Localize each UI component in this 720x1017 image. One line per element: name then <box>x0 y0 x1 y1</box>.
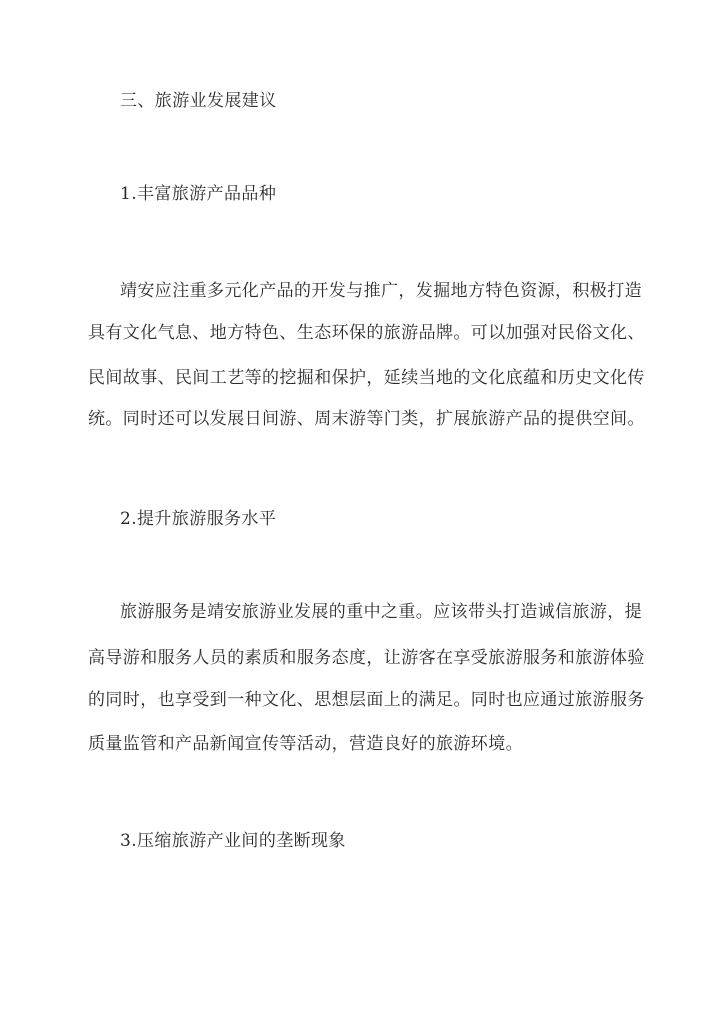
paragraph-1-line-4: 统。同时还可以发展日间游、周末游等门类，扩展旅游产品的提供空间。 <box>88 409 645 429</box>
paragraph-1-line-1: 靖安应注重多元化产品的开发与推广，发掘地方特色资源，积极打造 <box>120 281 642 301</box>
paragraph-2-line-1: 旅游服务是靖安旅游业发展的重中之重。应该带头打造诚信旅游，提 <box>120 602 642 622</box>
paragraph-2-line-4: 质量监管和产品新闻宣传等活动，营造良好的旅游环境。 <box>88 734 523 754</box>
item-heading-3: 3.压缩旅游产业间的垄断现象 <box>120 831 346 851</box>
paragraph-1-line-2: 具有文化气息、地方特色、生态环保的旅游品牌。可以加强对民俗文化、 <box>88 323 645 343</box>
paragraph-2-line-3: 的同时，也享受到一种文化、思想层面上的满足。同时也应通过旅游服务 <box>88 690 645 710</box>
paragraph-2-line-2: 高导游和服务人员的素质和服务态度，让游客在享受旅游服务和旅游体验 <box>88 648 645 668</box>
item-heading-2: 2.提升旅游服务水平 <box>120 509 277 529</box>
item-heading-1: 1.丰富旅游产品品种 <box>120 184 277 204</box>
paragraph-1-line-3: 民间故事、民间工艺等的挖掘和保护，延续当地的文化底蕴和历史文化传 <box>88 368 645 388</box>
section-heading: 三、旅游业发展建议 <box>120 91 277 111</box>
